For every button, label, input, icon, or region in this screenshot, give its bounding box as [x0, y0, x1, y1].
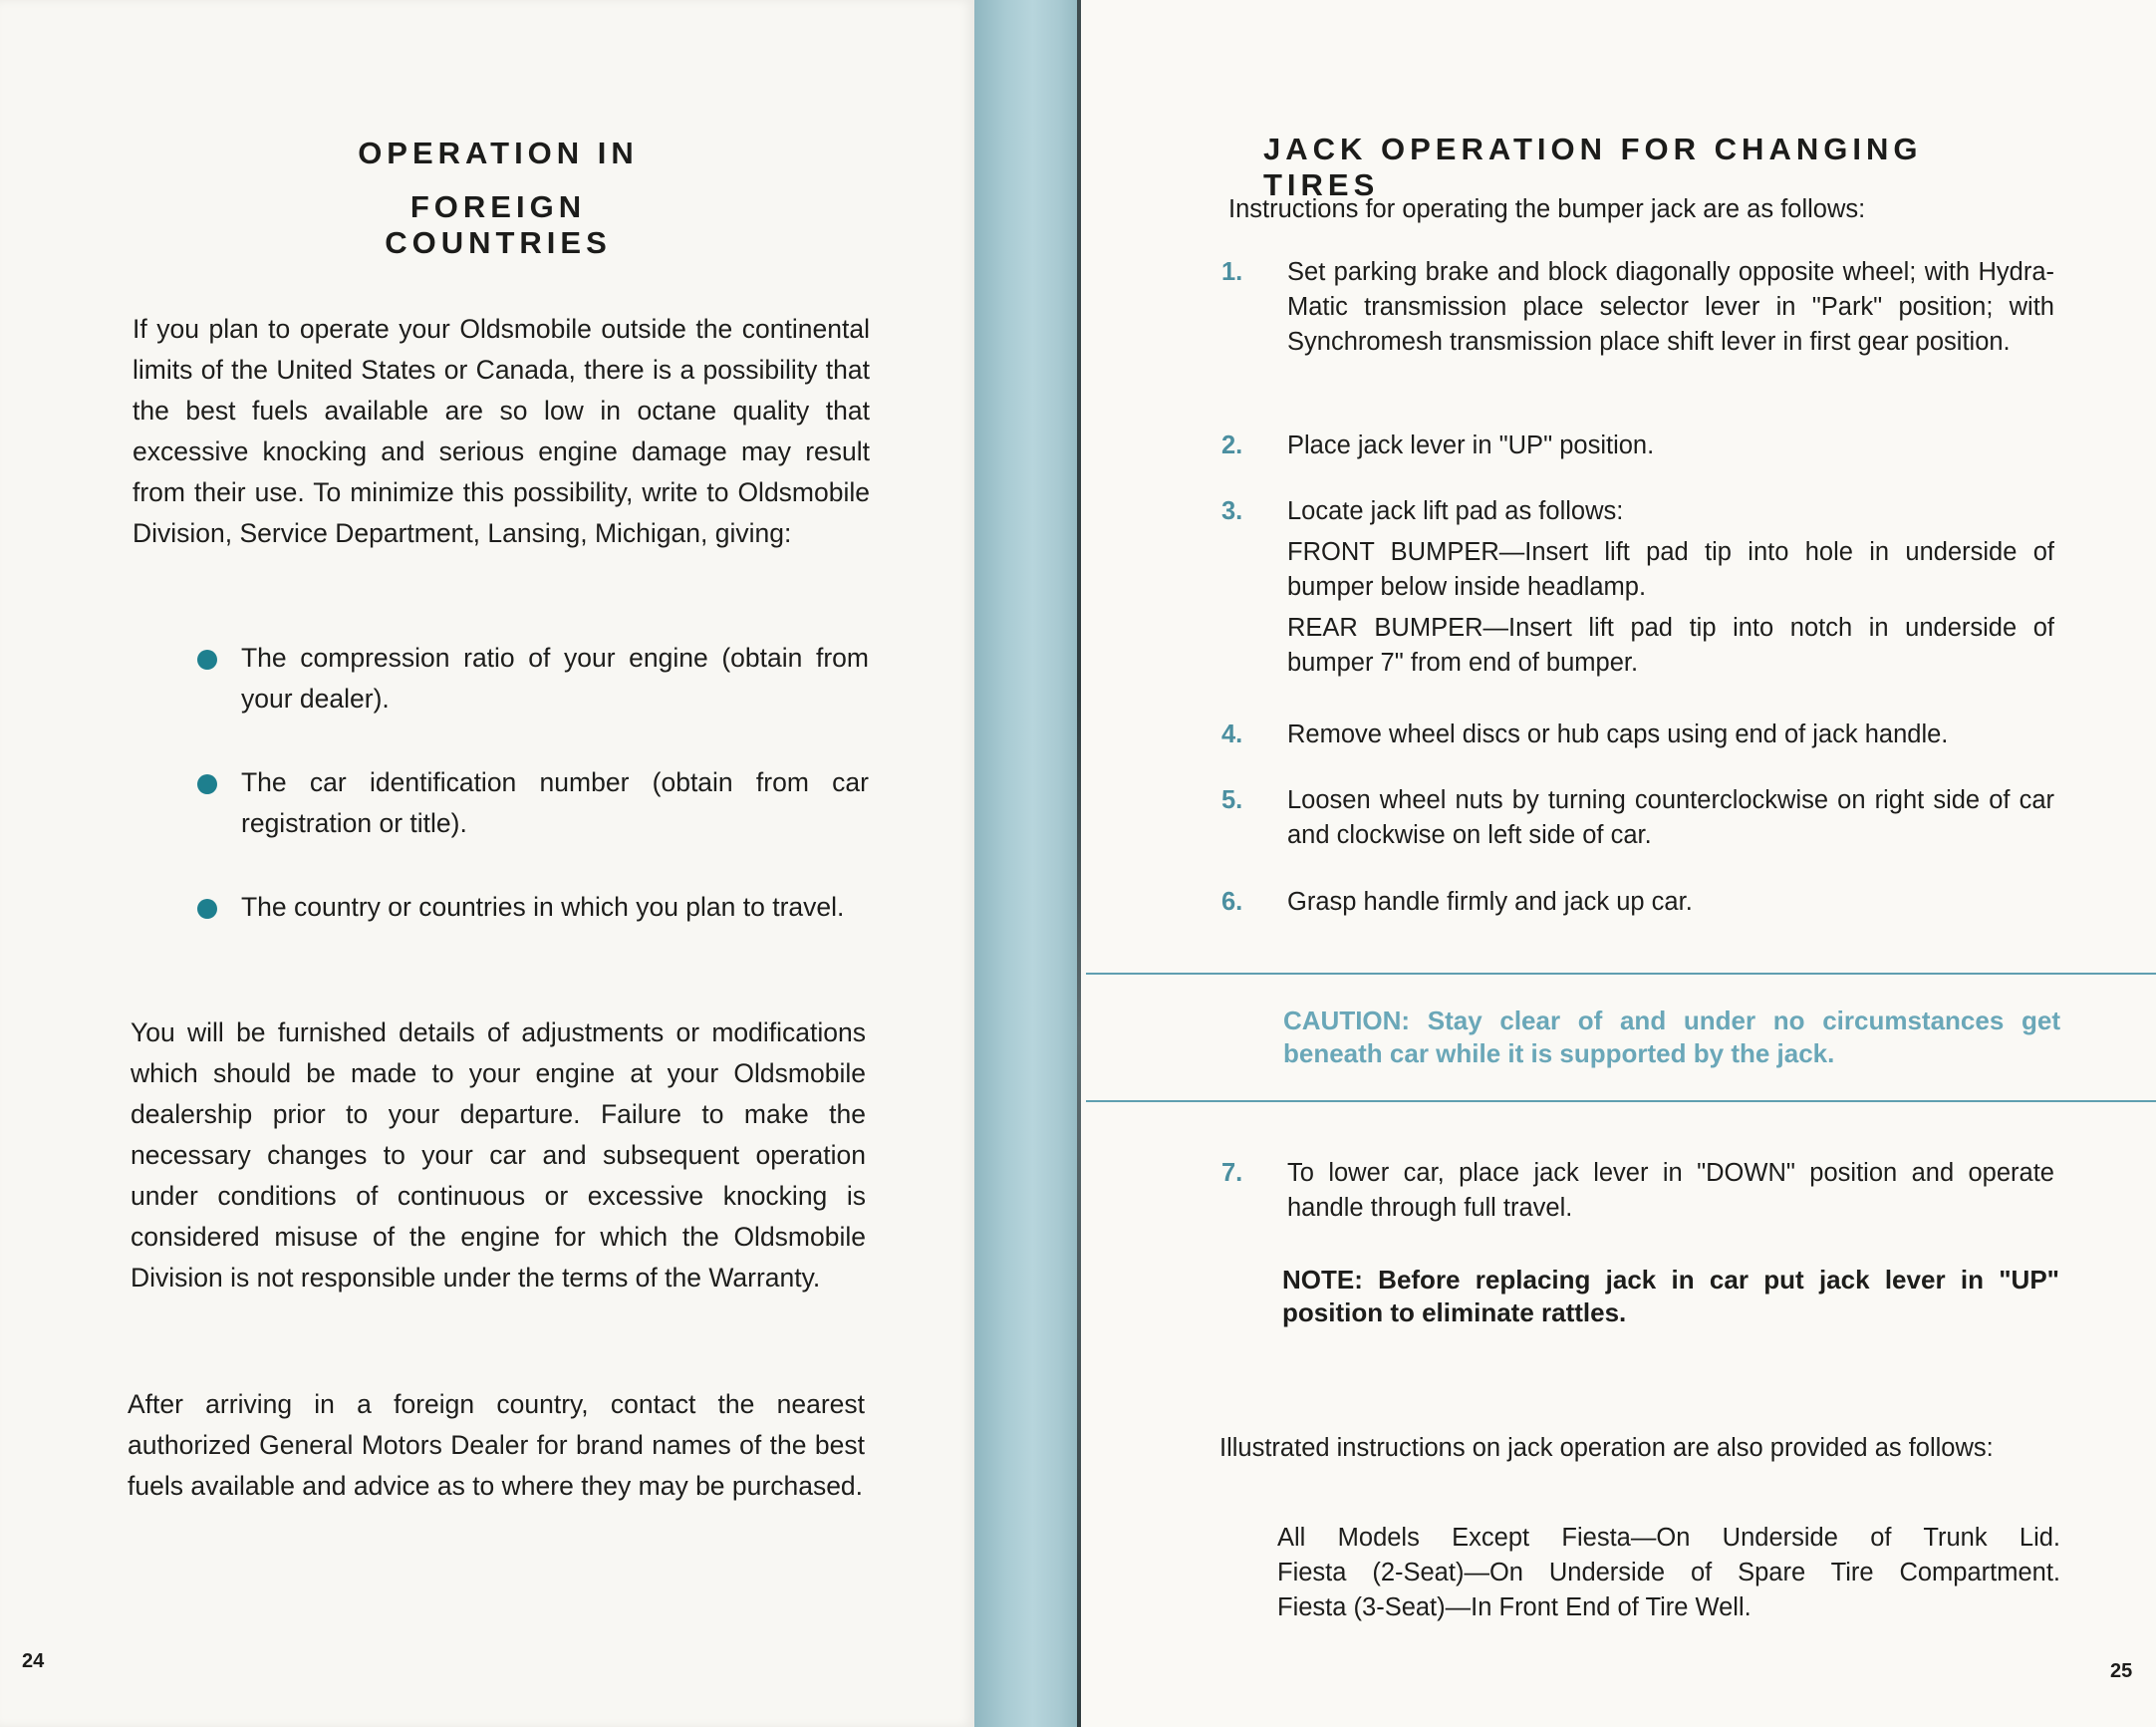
bullet-dot-icon	[197, 650, 217, 670]
foreign-operation-paragraph-1: If you plan to operate your Oldsmobile outside the continental limits of the United States or Canada, there is a possibility that the best fuels available are so low in octane quality that excessive knocking and serious engine damage may result from their use. To minimize this possibility, write to Oldsmobile Division, Service Department, Lansing, Michigan, giving:	[133, 314, 870, 548]
step-text: Loosen wheel nuts by turning counterclockwise on right side of car and clockwise on left side of car.	[1287, 786, 2054, 849]
foreign-operation-paragraph-2: You will be furnished details of adjustments or modifications which should be made to your engine at your Oldsmobile dealership prior to your departure. Failure to make the necessary changes to your car and subsequent operation under conditions of continuous or excessive knocking is considered misuse of the engine for which the Oldsmobile Division is not responsible under the terms of the Warranty.	[131, 1017, 866, 1293]
model-line: All Models Except Fiesta—On Underside of Trunk Lid.	[1277, 1524, 2060, 1552]
caution-divider-top	[1086, 973, 2156, 975]
bullet-text: The compression ratio of your engine (obtain from your dealer).	[241, 643, 869, 714]
caution-text: CAUTION: Stay clear of and under no circumstances get beneath car while it is supported by the jack.	[1283, 1006, 2060, 1068]
step-text	[1287, 494, 2054, 681]
left-page-title-line-2: FOREIGN COUNTRIES	[385, 189, 612, 260]
bullet-text: The country or countries in which you plan to travel.	[241, 892, 845, 922]
bullet-text: The car identification number (obtain from car registration or title).	[241, 767, 869, 838]
step-text: Set parking brake and block diagonally opposite wheel; with Hydra-Matic transmission place selector lever in "Park" position; with Synchromesh transmission place shift lever in first gear position.	[1287, 258, 2054, 356]
left-page	[0, 0, 974, 1727]
step-main-text: Locate jack lift pad as follows:	[1287, 497, 1624, 525]
note-text: NOTE: Before replacing jack in car put jack lever in "UP" position to eliminate rattles.	[1282, 1265, 2059, 1327]
step-number: 3.	[1221, 497, 1243, 525]
bullet-dot-icon	[197, 774, 217, 794]
step-number: 4.	[1221, 720, 1243, 748]
page-number-left: 24	[22, 1650, 45, 1672]
caution-divider-bottom	[1086, 1100, 2156, 1102]
model-instruction-list	[1277, 1521, 2060, 1625]
step-number: 2.	[1221, 432, 1243, 459]
right-page-title: JACK OPERATION FOR CHANGING TIRES	[1263, 132, 1923, 202]
model-line: Fiesta (3-Seat)—In Front End of Tire Well.	[1277, 1593, 1752, 1621]
rear-bumper-instruction: REAR BUMPER—Insert lift pad tip into notch in underside of bumper 7" from end of bumper.	[1287, 614, 2054, 677]
step-number: 1.	[1221, 258, 1243, 286]
step-text: To lower car, place jack lever in "DOWN" position and operate handle through full travel.	[1287, 1159, 2054, 1222]
model-line: Fiesta (2-Seat)—On Underside of Spare Tire Compartment.	[1277, 1559, 2060, 1586]
jack-intro-text: Instructions for operating the bumper jack are as follows:	[1228, 195, 1866, 223]
foreign-operation-paragraph-3: After arriving in a foreign country, contact the nearest authorized General Motors Dealer for brand names of the best fuels available and advice as to where they may be purchased.	[128, 1389, 865, 1501]
step-number: 5.	[1221, 786, 1243, 814]
step-text: Place jack lever in "UP" position.	[1287, 432, 1655, 459]
left-page-title-line-1: OPERATION IN	[358, 136, 639, 170]
step-text: Grasp handle firmly and jack up car.	[1287, 888, 1693, 916]
front-bumper-instruction: FRONT BUMPER—Insert lift pad tip into hole in underside of bumper below inside headlamp.	[1287, 538, 2054, 601]
page-number-right: 25	[2110, 1660, 2133, 1682]
book-gutter	[974, 0, 1081, 1727]
step-number: 6.	[1221, 888, 1243, 916]
step-text: Remove wheel discs or hub caps using end of jack handle.	[1287, 720, 1949, 748]
illustrated-instructions-text: Illustrated instructions on jack operation are also provided as follows:	[1219, 1434, 1994, 1462]
step-number: 7.	[1221, 1159, 1243, 1187]
bullet-dot-icon	[197, 899, 217, 919]
